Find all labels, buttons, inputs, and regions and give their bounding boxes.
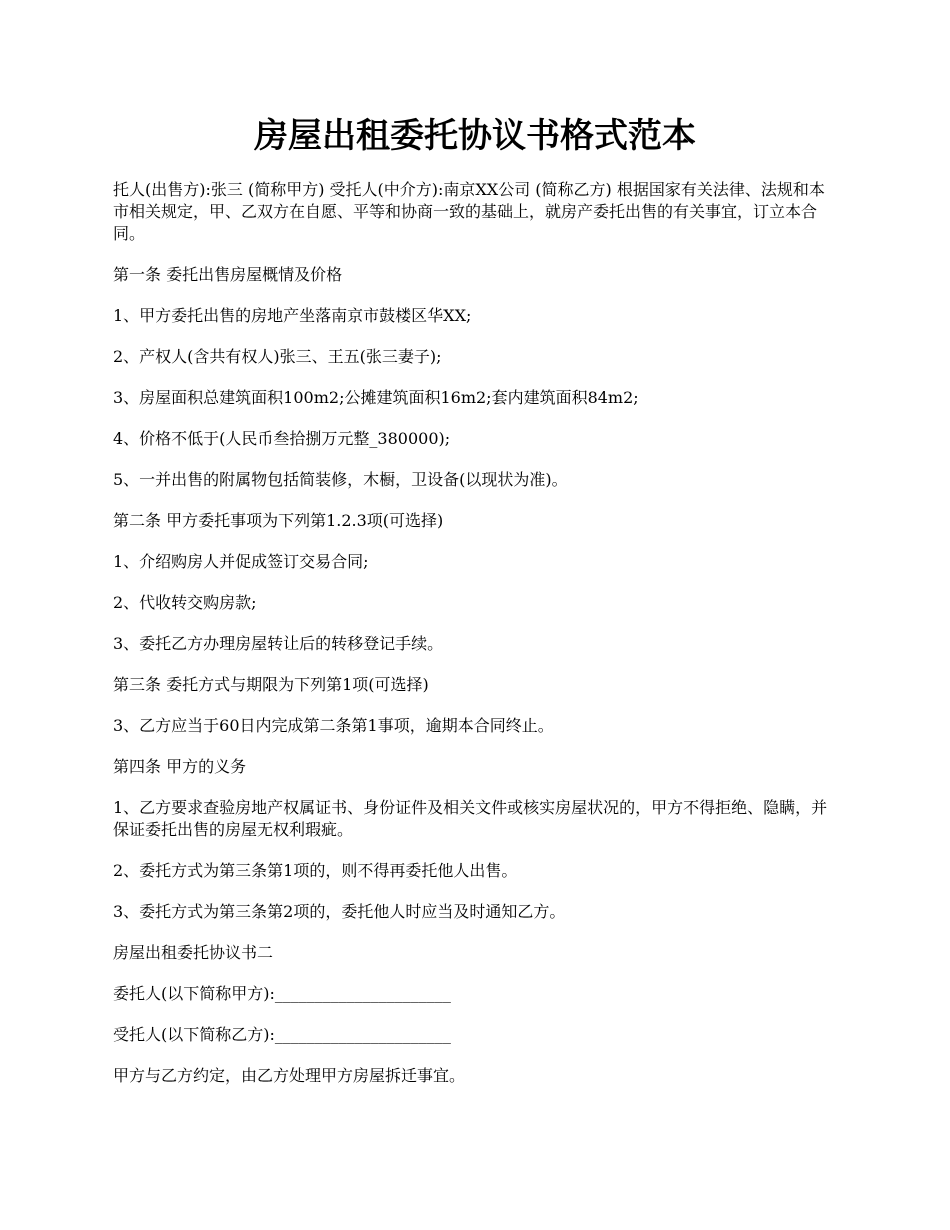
article-1-item-4: 4、价格不低于(人民币叁拾捌万元整_380000); — [113, 429, 451, 448]
article-1-item-5: 5、一并出售的附属物包括简装修，木橱，卫设备(以现状为准)。 — [113, 470, 568, 489]
article-3-heading: 第三条 委托方式与期限为下列第1项(可选择) — [113, 675, 429, 694]
article-2-item-1: 1、介绍购房人并促成签订交易合同; — [113, 552, 369, 571]
article-2-heading: 第二条 甲方委托事项为下列第1.2.3项(可选择) — [113, 511, 444, 530]
article-1-item-1: 1、甲方委托出售的房地产坐落南京市鼓楼区华XX; — [113, 306, 472, 325]
article-4-item-1: 1、乙方要求查验房地产权属证书、身份证件及相关文件或核实房屋状况的，甲方不得拒绝、隐瞒，并保证委托出售的房屋无权利瑕疵。 — [113, 798, 828, 839]
article-2-item-3: 3、委托乙方办理房屋转让后的转移登记手续。 — [113, 634, 444, 653]
principal-line: 委托人(以下简称甲方):______________________ — [113, 984, 451, 1003]
article-4-item-3: 3、委托方式为第三条第2项的，委托他人时应当及时通知乙方。 — [113, 902, 566, 921]
document-body — [113, 179, 840, 1106]
agreement-line: 甲方与乙方约定，由乙方处理甲方房屋拆迁事宜。 — [113, 1066, 466, 1085]
agent-line: 受托人(以下简称乙方):______________________ — [113, 1025, 451, 1044]
document-title: 房屋出租委托协议书格式范本 — [254, 116, 696, 156]
article-4-item-2: 2、委托方式为第三条第1项的，则不得再委托他人出售。 — [113, 861, 518, 880]
section-2-heading: 房屋出租委托协议书二 — [113, 943, 274, 962]
article-1-heading: 第一条 委托出售房屋概情及价格 — [113, 265, 343, 284]
article-1-item-3: 3、房屋面积总建筑面积100m2;公摊建筑面积16m2;套内建筑面积84m2; — [113, 388, 639, 407]
paragraph-intro: 托人(出售方):张三 (简称甲方) 受托人(中介方):南京XX公司 (简称乙方) 根据国家有关法律、法规和本市相关规定，甲、乙双方在自愿、平等和协商一致的基础上，就房产委托出售的有关事宜，订立本合同。 — [113, 180, 825, 243]
article-1-item-2: 2、产权人(含共有权人)张三、王五(张三妻子); — [113, 347, 442, 366]
article-3-item-3: 3、乙方应当于60日内完成第二条第1事项，逾期本合同终止。 — [113, 716, 554, 735]
article-2-item-2: 2、代收转交购房款; — [113, 593, 257, 612]
article-4-heading: 第四条 甲方的义务 — [113, 757, 247, 776]
